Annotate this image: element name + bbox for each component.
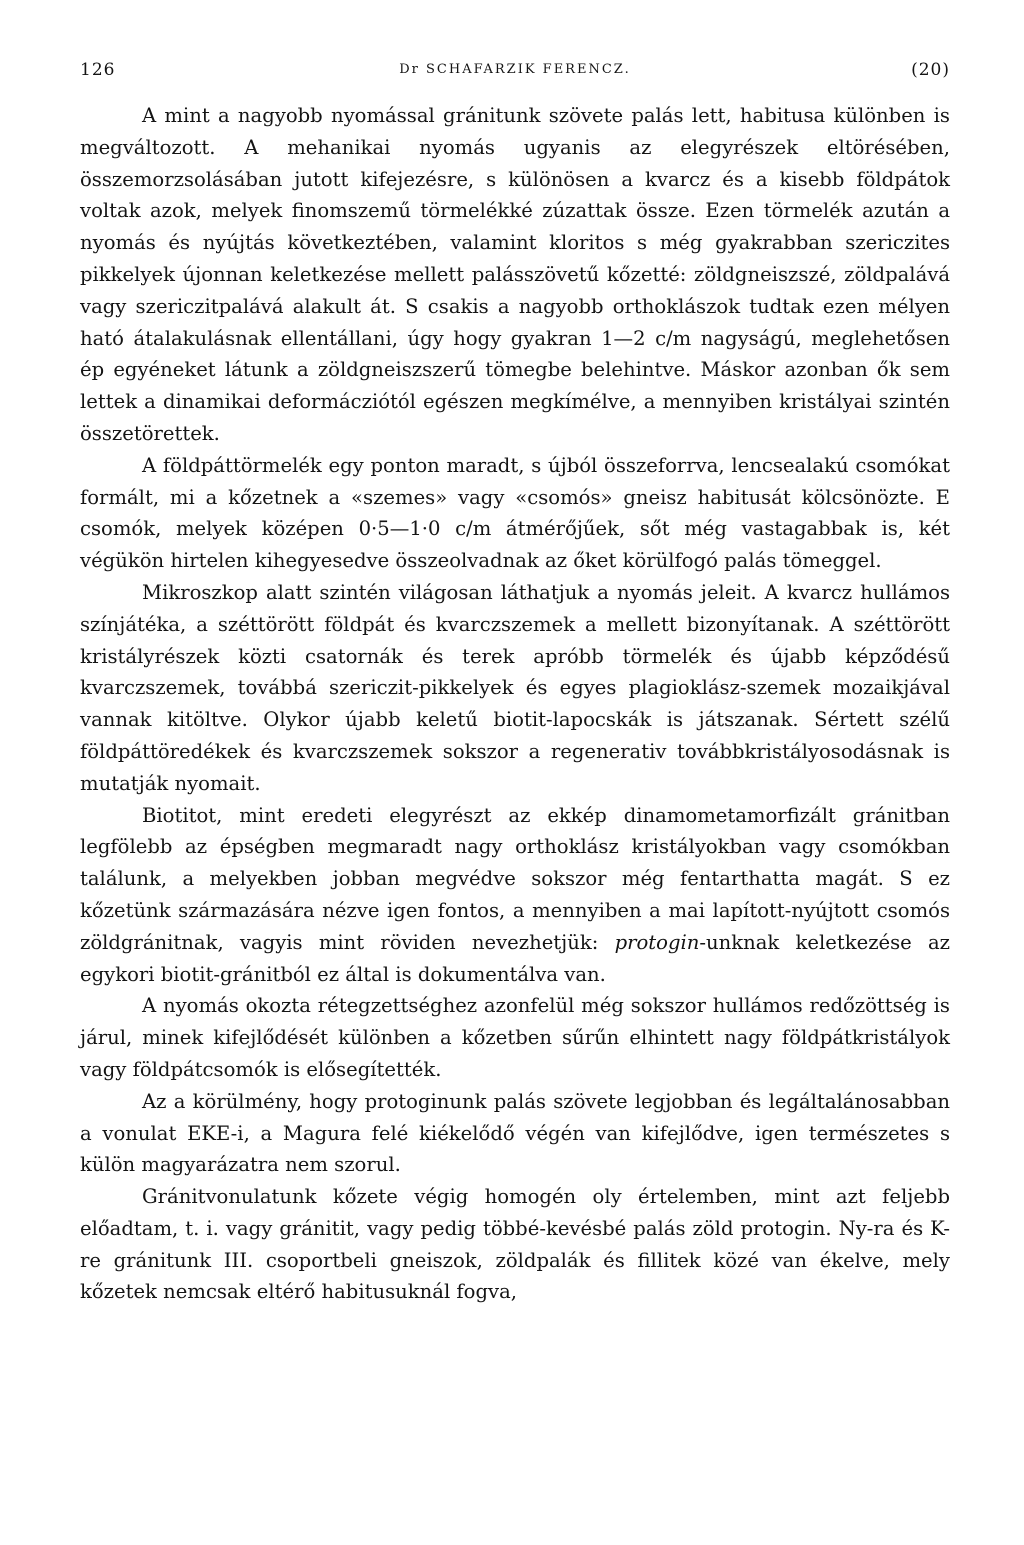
paragraph: Az a körülmény, hogy protoginunk palás szövete legjobban és legáltalánosabban a vonulat EKE-i, a Magura felé kiékelődő végén van kifejlődve, igen természetes s külön magyarázatra nem szorul. (80, 1089, 950, 1177)
paragraph: Gránitvonulatunk kőzete végig homogén oly értelemben, mint azt feljebb előadtam, t. i. vagy gránitit, vagy pedig többé-kevésbé palás zöld protogin. Ny-ra és K-re gránitunk III. csoportbeli gneiszok, zöldpalák és fillitek közé van ékelve, mely kőzetek nemcsak eltérő habitusuknál fogva, (80, 1185, 950, 1304)
book-page (80, 60, 950, 1308)
paragraph (80, 800, 950, 991)
paragraph-text: -unknak keletkezése az egykori biotit-gránitból ez által is dokumentálva van. (80, 930, 950, 986)
section-number: (20) (911, 60, 950, 80)
paragraph: A földpáttörmelék egy ponton maradt, s újból összeforrva, lencsealakú csomókat formált, mi a kőzetnek a «szemes» vagy «csomós» gneisz habitusát kölcsönözte. E csomók, melyek középen 0·5—1·0 c/m átmérőjűek, sőt még vastagabbak is, két végükön hirtelen kihegyesedve összeolvadnak az őket körülfogó palás tömeggel. (80, 453, 950, 573)
body-text (80, 100, 950, 1308)
paragraph: A nyomás okozta rétegzettséghez azonfelül még sokszor hullámos redőzöttség is járul, minek kifejlődését különben a kőzetben sűrűn elhintett nagy földpátkristályok vagy földpátcsomók is elősegítették. (80, 994, 950, 1081)
paragraph: Mikroszkop alatt szintén világosan láthatjuk a nyomás jeleit. A kvarcz hullámos színjátéka, a széttörött földpát és kvarczszemek a mellett bizonyítanak. A széttörött kristályrészek közti csatornák és terek apróbb törmelék és újabb képződésű kvarczszemek, továbbá szericzit-pikkelyek és egyes plagioklász-szemek mozaikjával vannak kitöltve. Olykor újabb keletű biotit-lapocskák is játszanak. Sértett szélű földpáttöredékek és kvarczszemek sokszor a regenerativ továbbkristályosodásnak is mutatják nyomait. (80, 580, 950, 795)
page-number: 126 (80, 60, 116, 80)
paragraph: A mint a nagyobb nyomással gránitunk szövete palás lett, habitusa különben is megváltozott. A mehanikai nyomás ugyanis az elegyrészek eltörésében, összemorzsolásában jutott kifejezésre, s különösen a kvarcz és a kisebb földpátok voltak azok, melyek finomszemű törmelékké zúzattak össze. Ezen törmelék azután a nyomás és nyújtás következtében, valamint kloritos s még gyakrabban szericzites pikkelyek újonnan keletkezése mellett palásszövetű kőzetté: zöldgneiszszé, zöldpalává vagy szericzitpalává alakult át. S csakis a nagyobb orthoklászok tudtak ezen mélyen ható átalakulásnak ellentállani, úgy hogy gyakran 1—2 c/m nagyságú, meglehetősen ép egyéneket látunk a zöldgneiszszerű tömegbe belehintve. Máskor azonban ők sem lettek a dinamikai deformácziótól egészen megkímélve, a mennyiben kristályai szintén összetörettek. (80, 104, 950, 445)
running-head-author: Dr SCHAFARZIK FERENCZ. (399, 62, 631, 77)
running-head (80, 60, 950, 100)
paragraph-text: Biotitot, mint eredeti elegyrészt az ekkép dinamometamorfizált gránitban legfölebb az épségben megmaradt nagy orthoklász kristályokban vagy csomókban találunk, a melyekben jobban megvédve sokszor még fentarthatta magát. S ez kőzetünk származására nézve igen fontos, a mennyiben a mai lapított-nyújtott csomós zöldgránitnak, vagyis mint röviden nevezhetjük: (80, 803, 950, 954)
italic-term: protogin (614, 930, 700, 954)
